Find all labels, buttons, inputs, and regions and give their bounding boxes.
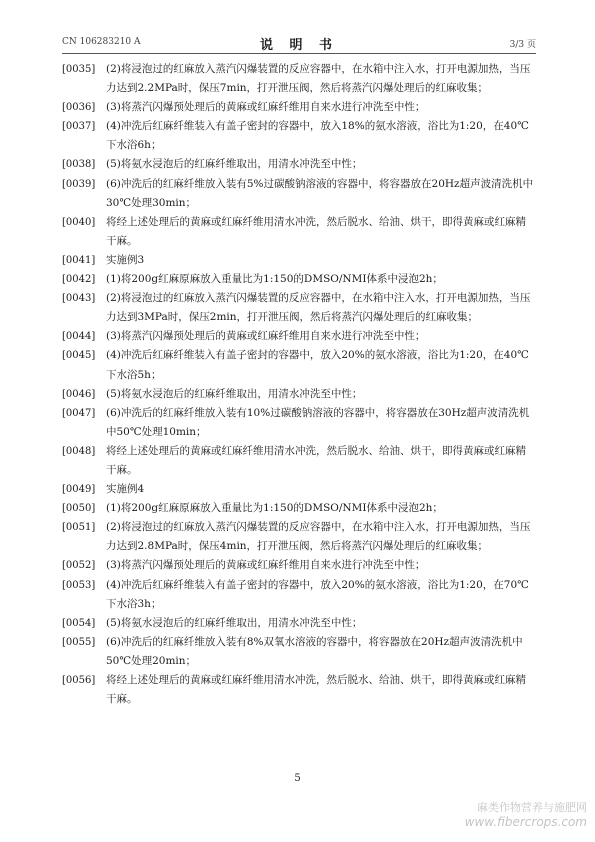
paragraph-number: [0055]	[62, 636, 96, 648]
document-body	[62, 60, 536, 709]
paragraph	[62, 404, 536, 442]
paragraph	[62, 385, 536, 404]
document-title: 说 明 书	[259, 38, 339, 53]
paragraph-number: [0042]	[62, 274, 96, 286]
paragraph-number: [0038]	[62, 159, 96, 171]
paragraph-text: (3)将蒸汽闪爆预处理后的黄麻或红麻纤维用自来水进行冲洗至中性；	[106, 101, 426, 114]
paragraph	[62, 556, 536, 575]
paragraph-text: (6)冲洗后的红麻纤维放入装有8%双氧水溶液的容器中，将容器放在20Hz超声波清洗机中50℃处理20min；	[106, 635, 523, 667]
paragraph	[62, 442, 536, 480]
paragraph	[62, 346, 536, 384]
paragraph	[62, 633, 536, 671]
paragraph	[62, 327, 536, 346]
paragraph-number: [0050]	[62, 503, 96, 515]
paragraph-text: (6)冲洗后的红麻纤维放入装有10%过碳酸钠溶液的容器中，将容器放在30Hz超声波清洗机中50℃处理10min；	[106, 406, 530, 438]
paragraph-text: (2)将浸泡过的红麻放入蒸汽闪爆装置的反应容器中，在水箱中注入水，打开电源加热，当压力达到2.8MPa时，保压4min，打开泄压阀，然后将蒸汽闪爆处理后的红麻收集；	[106, 521, 531, 553]
paragraph-text: 将经上述处理后的黄麻或红麻纤维用清水冲洗，然后脱水、给油、烘干，即得黄麻或红麻精干麻。	[106, 674, 526, 706]
paragraph-number: [0035]	[62, 64, 96, 75]
paragraph-text: (1)将200g红麻原麻放入重量比为1:150的DMSO/NMI体系中浸泡2h；	[106, 502, 443, 515]
paragraph-number: [0047]	[62, 407, 96, 419]
paragraph-number: [0036]	[62, 102, 96, 114]
page-header	[62, 34, 536, 53]
paragraph-number: [0044]	[62, 331, 96, 343]
paragraph-number: [0054]	[62, 617, 96, 629]
paragraph-text: 实施例3	[106, 253, 145, 266]
paragraph	[62, 518, 536, 556]
watermark	[465, 800, 587, 830]
paragraph	[62, 213, 536, 251]
paragraph-number: [0048]	[62, 445, 96, 457]
paragraph	[62, 576, 536, 614]
paragraph-text: (5)将氨水浸泡后的红麻纤维取出，用清水冲洗至中性；	[106, 616, 363, 629]
paragraph	[62, 614, 536, 633]
paragraph-number: [0045]	[62, 350, 96, 362]
paragraph-text: (4)冲洗后红麻纤维装入有盖子密封的容器中，放入20%的氨水溶液，浴比为1:20，在70℃下水浴3h；	[106, 578, 529, 610]
section-heading	[62, 480, 536, 499]
paragraph	[62, 671, 536, 709]
paragraph-number: [0037]	[62, 121, 96, 133]
paragraph-number: [0046]	[62, 388, 96, 400]
paragraph	[62, 270, 536, 289]
paragraph	[62, 155, 536, 174]
patent-number: CN 106283210 A	[62, 37, 141, 47]
header-divider	[62, 53, 536, 54]
page-indicator: 3/3 页	[509, 40, 536, 50]
paragraph-text: 将经上述处理后的黄麻或红麻纤维用清水冲洗，然后脱水、给油、烘干，即得黄麻或红麻精干麻。	[106, 215, 526, 247]
paragraph	[62, 117, 536, 155]
paragraph-text: (1)将200g红麻原麻放入重量比为1:150的DMSO/NMI体系中浸泡2h；	[106, 273, 443, 286]
paragraph-number: [0043]	[62, 293, 96, 305]
paragraph-number: [0041]	[62, 254, 96, 266]
page-number: 5	[294, 773, 301, 784]
paragraph-number: [0053]	[62, 579, 96, 591]
paragraph-text: 实施例4	[106, 483, 145, 496]
paragraph-text: (6)冲洗后的红麻纤维放入装有5%过碳酸钠溶液的容器中，将容器放在20Hz超声波清洗机中30℃处理30min；	[106, 177, 534, 209]
paragraph	[62, 60, 536, 98]
paragraph-number: [0039]	[62, 178, 96, 190]
watermark-site-name: 麻类作物营养与施肥网	[477, 801, 587, 814]
paragraph-number: [0049]	[62, 484, 96, 496]
paragraph-text: (3)将蒸汽闪爆预处理后的黄麻或红麻纤维用自来水进行冲洗至中性；	[106, 330, 426, 343]
paragraph-number: [0056]	[62, 675, 96, 686]
paragraph-text: (3)将蒸汽闪爆预处理后的黄麻或红麻纤维用自来水进行冲洗至中性；	[106, 559, 426, 572]
paragraph	[62, 175, 536, 213]
paragraph-text: (2)将浸泡过的红麻放入蒸汽闪爆装置的反应容器中，在水箱中注入水，打开电源加热，当压力达到2.2MPa时，保压7min，打开泄压阀，然后将蒸汽闪爆处理后的红麻收集；	[106, 63, 531, 95]
paragraph-text: 将经上述处理后的黄麻或红麻纤维用清水冲洗，然后脱水、给油、烘干，即得黄麻或红麻精干麻。	[106, 444, 526, 476]
paragraph-text: (5)将氨水浸泡后的红麻纤维取出，用清水冲洗至中性；	[106, 387, 363, 400]
paragraph	[62, 499, 536, 518]
paragraph-text: (4)冲洗后红麻纤维装入有盖子密封的容器中，放入20%的氨水溶液，浴比为1:20，在40℃下水浴5h；	[106, 349, 529, 381]
watermark-url: www.fibercrops.com	[464, 815, 587, 829]
paragraph-number: [0051]	[62, 522, 96, 534]
paragraph	[62, 289, 536, 327]
paragraph	[62, 98, 536, 117]
paragraph-text: (4)冲洗后红麻纤维装入有盖子密封的容器中，放入18%的氨水溶液，浴比为1:20，在40℃下水浴6h；	[106, 120, 529, 152]
paragraph-number: [0052]	[62, 560, 96, 572]
paragraph-text: (5)将氨水浸泡后的红麻纤维取出，用清水冲洗至中性；	[106, 158, 363, 171]
paragraph-text: (2)将浸泡过的红麻放入蒸汽闪爆装置的反应容器中，在水箱中注入水，打开电源加热，当压力达到3MPa时，保压2min，打开泄压阀，然后将蒸汽闪爆处理后的红麻收集；	[106, 292, 531, 324]
paragraph-number: [0040]	[62, 216, 96, 228]
section-heading	[62, 251, 536, 270]
